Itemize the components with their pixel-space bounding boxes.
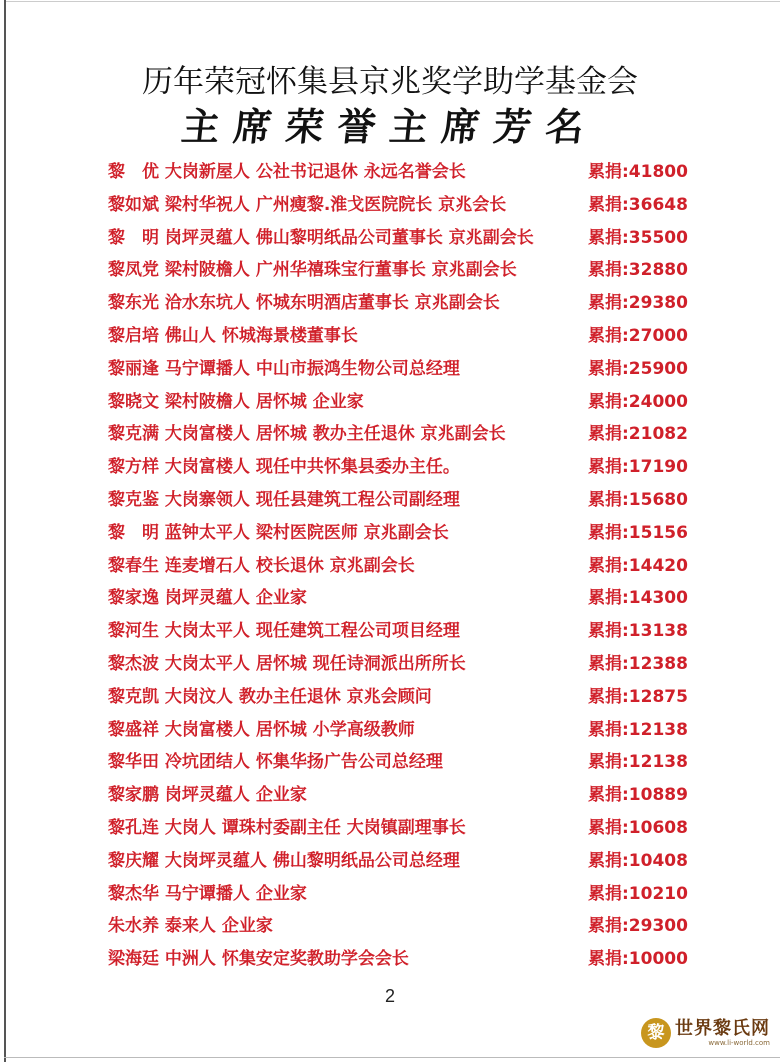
donor-description: 黎 明 岗坪灵蕴人 佛山黎明纸品公司董事长 京兆副会长 bbox=[108, 227, 534, 248]
donor-description: 黎孔连 大岗人 谭珠村委副主任 大岗镇副理事长 bbox=[108, 817, 466, 838]
donor-row bbox=[108, 878, 708, 911]
donor-amount: 累捐:29300 bbox=[588, 916, 688, 937]
donor-description: 黎春生 连麦增石人 校长退休 京兆副会长 bbox=[108, 555, 415, 576]
donor-row bbox=[108, 320, 708, 353]
donor-row bbox=[108, 746, 708, 779]
page-top-border bbox=[4, 1, 780, 2]
donor-description: 黎启培 佛山人 怀城海景楼董事长 bbox=[108, 325, 358, 346]
donor-row bbox=[108, 222, 708, 255]
donor-description: 黎克凯 大岗汶人 教办主任退休 京兆会顾问 bbox=[108, 686, 432, 707]
page-left-border bbox=[4, 0, 6, 1062]
donor-amount: 累捐:25900 bbox=[588, 358, 688, 379]
donor-amount: 累捐:10000 bbox=[588, 949, 688, 970]
donor-amount: 累捐:10889 bbox=[588, 785, 688, 806]
donor-row bbox=[108, 943, 708, 976]
donor-amount: 累捐:10210 bbox=[588, 883, 688, 904]
donor-amount: 累捐:12388 bbox=[588, 653, 688, 674]
donor-row bbox=[108, 156, 708, 189]
donor-amount: 累捐:13138 bbox=[588, 621, 688, 642]
donor-description: 黎 明 蓝钟太平人 梁村医院医师 京兆副会长 bbox=[108, 522, 449, 543]
donor-amount: 累捐:12138 bbox=[588, 719, 688, 740]
donor-description: 朱水养 泰来人 企业家 bbox=[108, 916, 273, 937]
donor-description: 黎方样 大岗富楼人 现任中共怀集县委办主任。 bbox=[108, 457, 460, 478]
donor-row bbox=[108, 386, 708, 419]
donor-description: 黎家鹏 岗坪灵蕴人 企业家 bbox=[108, 785, 307, 806]
donor-amount: 累捐:12138 bbox=[588, 752, 688, 773]
donor-row bbox=[108, 451, 708, 484]
donor-row bbox=[108, 779, 708, 812]
donor-amount: 累捐:32880 bbox=[588, 260, 688, 281]
site-logo bbox=[641, 1016, 770, 1050]
donor-description: 黎华田 冷坑团结人 怀集华扬广告公司总经理 bbox=[108, 752, 443, 773]
donor-row bbox=[108, 910, 708, 943]
donor-amount: 累捐:29380 bbox=[588, 293, 688, 314]
donor-description: 黎克满 大岗富楼人 居怀城 教办主任退休 京兆副会长 bbox=[108, 424, 506, 445]
donor-amount: 累捐:10408 bbox=[588, 850, 688, 871]
donor-amount: 累捐:41800 bbox=[588, 162, 688, 182]
donor-row bbox=[108, 648, 708, 681]
donor-amount: 累捐:35500 bbox=[588, 227, 688, 248]
donor-row bbox=[108, 254, 708, 287]
logo-url: www.li-world.com bbox=[708, 1039, 770, 1047]
donor-amount: 累捐:14420 bbox=[588, 555, 688, 576]
donor-description: 黎杰华 马宁谭播人 企业家 bbox=[108, 883, 307, 904]
page-title: 历年荣冠怀集县京兆奖学助学基金会 bbox=[142, 64, 638, 100]
donor-row bbox=[108, 484, 708, 517]
donor-amount: 累捐:36648 bbox=[588, 194, 688, 215]
donor-description: 黎东光 洽水东坑人 怀城东明酒店董事长 京兆副会长 bbox=[108, 293, 500, 314]
donor-row bbox=[108, 714, 708, 747]
donor-description: 梁海廷 中洲人 怀集安定奖教助学会会长 bbox=[108, 949, 409, 970]
donor-description: 黎家逸 岗坪灵蕴人 企业家 bbox=[108, 588, 307, 609]
donor-amount: 累捐:24000 bbox=[588, 391, 688, 412]
donor-description: 黎 优 大岗新屋人 公社书记退休 永远名誉会长 bbox=[108, 162, 466, 182]
donor-row bbox=[108, 517, 708, 550]
donor-description: 黎晓文 梁村陂檐人 居怀城 企业家 bbox=[108, 391, 364, 412]
donor-row bbox=[108, 189, 708, 222]
donor-amount: 累捐:21082 bbox=[588, 424, 688, 445]
donor-row bbox=[108, 418, 708, 451]
donor-amount: 累捐:17190 bbox=[588, 457, 688, 478]
donor-row bbox=[108, 845, 708, 878]
donor-description: 黎凤党 梁村陂檐人 广州华禧珠宝行董事长 京兆副会长 bbox=[108, 260, 517, 281]
donor-amount: 累捐:12875 bbox=[588, 686, 688, 707]
page-bottom-border bbox=[4, 1057, 780, 1058]
donor-row bbox=[108, 287, 708, 320]
donor-row bbox=[108, 681, 708, 714]
donor-list bbox=[108, 156, 708, 976]
donor-description: 黎如斌 梁村华祝人 广州瘦黎.淮戈医院院长 京兆会长 bbox=[108, 194, 507, 215]
donor-amount: 累捐:10608 bbox=[588, 817, 688, 838]
donor-description: 黎庆耀 大岗坪灵蕴人 佛山黎明纸品公司总经理 bbox=[108, 850, 460, 871]
donor-description: 黎丽逢 马宁谭播人 中山市振鸿生物公司总经理 bbox=[108, 358, 460, 379]
page-number: 2 bbox=[384, 986, 395, 1006]
donor-amount: 累捐:15680 bbox=[588, 489, 688, 510]
page-subtitle: 主席荣誉主席芳名 bbox=[179, 104, 601, 149]
donor-amount: 累捐:14300 bbox=[588, 588, 688, 609]
donor-row bbox=[108, 353, 708, 386]
donor-row bbox=[108, 550, 708, 583]
donor-description: 黎河生 大岗太平人 现任建筑工程公司项目经理 bbox=[108, 621, 460, 642]
donor-row bbox=[108, 582, 708, 615]
donor-row bbox=[108, 615, 708, 648]
logo-text bbox=[675, 1019, 770, 1047]
donor-amount: 累捐:27000 bbox=[588, 325, 688, 346]
logo-seal-icon: 黎 bbox=[641, 1018, 671, 1048]
donor-amount: 累捐:15156 bbox=[588, 522, 688, 543]
donor-description: 黎杰波 大岗太平人 居怀城 现任诗洞派出所所长 bbox=[108, 653, 466, 674]
donor-description: 黎盛祥 大岗富楼人 居怀城 小学高级教师 bbox=[108, 719, 415, 740]
donor-row bbox=[108, 812, 708, 845]
donor-description: 黎克鉴 大岗寨领人 现任县建筑工程公司副经理 bbox=[108, 489, 460, 510]
logo-name: 世界黎氏网 bbox=[675, 1018, 770, 1039]
